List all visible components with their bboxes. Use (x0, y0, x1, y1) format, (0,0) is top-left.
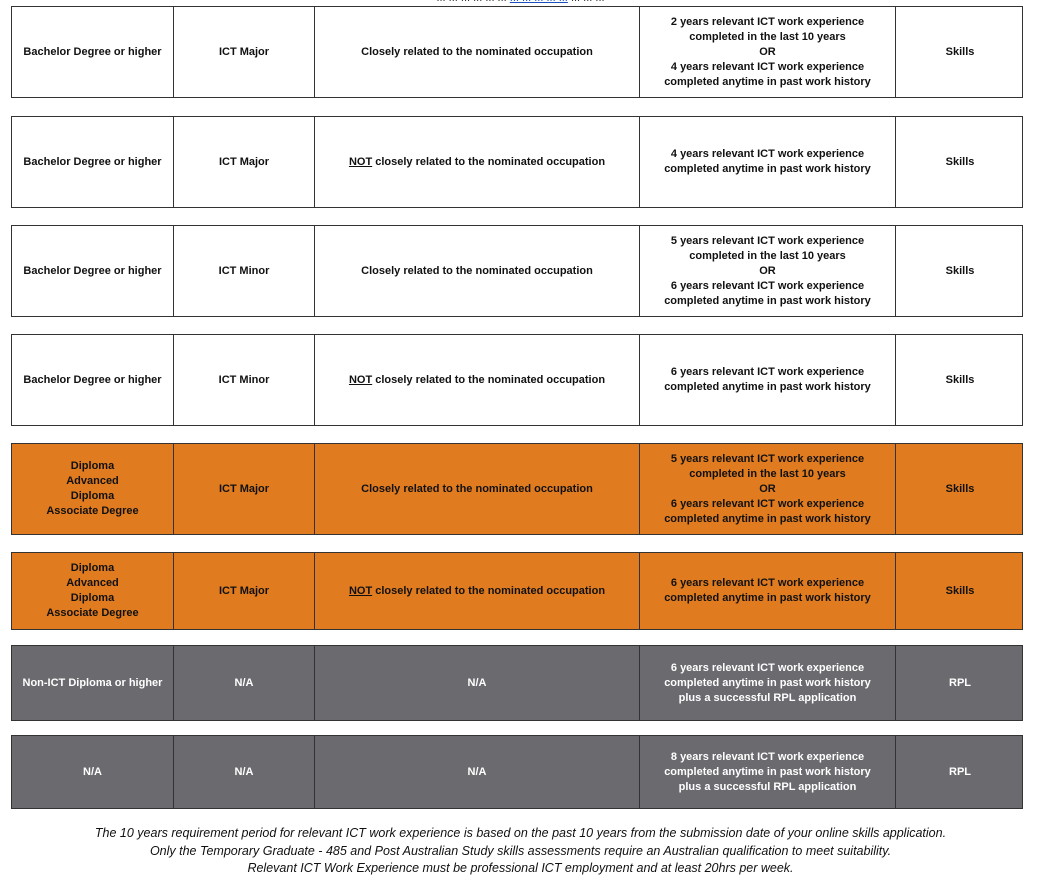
pathway-cell (895, 7, 1024, 97)
major-cell (173, 335, 314, 425)
major-label: ICT Minor (218, 373, 270, 386)
table-row (11, 116, 1023, 208)
major-label: N/A (234, 765, 254, 778)
qualification-cell (12, 553, 173, 629)
major-cell (173, 553, 314, 629)
qualification-line: Advanced (66, 577, 119, 589)
experience-line: 6 years relevant ICT work experience (670, 661, 865, 674)
qualification-cell (12, 226, 173, 316)
relation-label: N/A (467, 676, 487, 689)
experience-line: 8 years relevant ICT work experience (670, 750, 865, 763)
relation-label: closely related to the nominated occupation (372, 584, 606, 597)
relation-text (468, 765, 487, 780)
experience-line: plus a successful RPL application (678, 691, 857, 704)
major-label: ICT Minor (218, 264, 270, 277)
footer-note: Relevant ICT Work Experience must be professional ICT employment and at least 20hrs per week. (247, 861, 794, 875)
table-row (11, 552, 1023, 630)
experience-line: 6 years relevant ICT work experience (670, 366, 865, 378)
qualification-line: Associate Degree (46, 607, 139, 619)
experience-cell (639, 117, 895, 207)
experience-cell (639, 335, 895, 425)
experience-line: completed in the last 10 years (689, 249, 846, 262)
relation-cell (314, 226, 639, 316)
relation-cell (314, 7, 639, 97)
relation-cell (314, 646, 639, 720)
footer-notes (0, 825, 1041, 878)
qualification-line: Diploma (70, 592, 115, 604)
qualification-cell (12, 335, 173, 425)
top-text-link[interactable] (510, 0, 568, 4)
top-text-prefix (436, 0, 506, 4)
experience-line: completed anytime in past work history (664, 512, 871, 525)
pathway-label: Skills (945, 584, 975, 597)
experience-line: completed anytime in past work history (664, 676, 871, 689)
relation-label: closely related to the nominated occupation (372, 155, 606, 168)
table-row (11, 334, 1023, 426)
major-cell (173, 7, 314, 97)
relation-cell (314, 553, 639, 629)
experience-line: 4 years relevant ICT work experience (670, 148, 865, 160)
major-cell (173, 736, 314, 808)
experience-line: 6 years relevant ICT work experience (670, 577, 865, 589)
pathway-label: RPL (949, 676, 971, 689)
experience-cell (639, 7, 895, 97)
qualification-line: Non-ICT Diploma or higher (22, 676, 163, 689)
experience-line: OR (759, 264, 776, 277)
qualification-cell (12, 444, 173, 534)
relation-text (349, 155, 605, 170)
experience-cell (639, 226, 895, 316)
major-label: N/A (234, 676, 254, 689)
major-label: ICT Major (218, 482, 270, 495)
table-row (11, 645, 1023, 721)
relation-label: closely related to the nominated occupation (372, 373, 606, 386)
relation-text (361, 264, 593, 279)
relation-label: Closely related to the nominated occupation (361, 482, 593, 495)
pathway-label: Skills (945, 155, 975, 168)
relation-label: N/A (467, 765, 487, 778)
major-label: ICT Major (218, 584, 270, 597)
qualification-line: N/A (83, 765, 102, 778)
relation-emphasis: NOT (348, 373, 373, 386)
top-text-suffix (571, 0, 605, 4)
pathway-cell (895, 444, 1024, 534)
experience-line: OR (759, 482, 776, 495)
qualification-line: Diploma (70, 460, 115, 472)
relation-text (361, 482, 593, 497)
experience-line: completed anytime in past work history (664, 75, 871, 88)
qualification-line: Bachelor Degree or higher (23, 155, 162, 168)
qualification-line: Bachelor Degree or higher (23, 45, 162, 58)
relation-text (349, 373, 605, 388)
pathway-label: Skills (945, 45, 975, 58)
pathway-label: RPL (949, 765, 971, 778)
pathway-cell (895, 736, 1024, 808)
qualification-line: Diploma (70, 490, 115, 502)
qualification-cell (12, 646, 173, 720)
pathway-label: Skills (945, 373, 975, 386)
table-row (11, 225, 1023, 317)
qualification-line: Diploma (70, 562, 115, 574)
footer-note: The 10 years requirement period for relevant ICT work experience is based on the past 10 years from the submission date of your online skills application. (94, 826, 947, 840)
relation-cell (314, 117, 639, 207)
major-cell (173, 117, 314, 207)
experience-cell (639, 553, 895, 629)
experience-line: completed anytime in past work history (664, 592, 871, 604)
major-cell (173, 226, 314, 316)
experience-line: completed anytime in past work history (664, 163, 871, 175)
experience-line: 4 years relevant ICT work experience (670, 60, 865, 73)
experience-line: completed anytime in past work history (664, 765, 871, 778)
relation-label: Closely related to the nominated occupation (361, 45, 593, 58)
experience-line: OR (759, 45, 776, 58)
qualification-cell (12, 736, 173, 808)
experience-line: completed in the last 10 years (689, 30, 846, 43)
table-row (11, 6, 1023, 98)
major-cell (173, 646, 314, 720)
major-label: ICT Major (218, 45, 270, 58)
footer-note: Only the Temporary Graduate - 485 and Post Australian Study skills assessments require an Australian qualification to meet suitability. (149, 843, 892, 858)
relation-text (361, 45, 593, 60)
relation-cell (314, 444, 639, 534)
table-row (11, 443, 1023, 535)
experience-line: completed in the last 10 years (689, 467, 846, 480)
pathway-label: Skills (945, 482, 975, 495)
relation-emphasis: NOT (348, 155, 373, 168)
pathway-label: Skills (945, 264, 975, 277)
experience-line: 5 years relevant ICT work experience (670, 452, 865, 465)
experience-line: 2 years relevant ICT work experience (670, 15, 865, 28)
relation-emphasis: NOT (348, 584, 373, 597)
pathway-cell (895, 646, 1024, 720)
relation-text (349, 584, 605, 599)
experience-cell (639, 444, 895, 534)
qualification-line: Bachelor Degree or higher (23, 373, 162, 386)
pathway-cell (895, 553, 1024, 629)
qualification-line: Advanced (66, 475, 119, 487)
experience-line: completed anytime in past work history (664, 381, 871, 393)
relation-text (468, 676, 487, 691)
pathway-cell (895, 335, 1024, 425)
experience-line: plus a successful RPL application (678, 780, 857, 793)
experience-line: 5 years relevant ICT work experience (670, 234, 865, 247)
experience-line: 6 years relevant ICT work experience (670, 279, 865, 292)
pathway-cell (895, 226, 1024, 316)
pathway-cell (895, 117, 1024, 207)
relation-label: Closely related to the nominated occupation (361, 264, 593, 277)
table-row (11, 735, 1023, 809)
qualification-cell (12, 7, 173, 97)
experience-cell (639, 646, 895, 720)
experience-line: completed anytime in past work history (664, 294, 871, 307)
experience-line: 6 years relevant ICT work experience (670, 497, 865, 510)
experience-cell (639, 736, 895, 808)
qualification-line: Associate Degree (46, 505, 139, 517)
qualification-cell (12, 117, 173, 207)
relation-cell (314, 736, 639, 808)
major-label: ICT Major (218, 155, 270, 168)
qualification-line: Bachelor Degree or higher (23, 264, 162, 277)
relation-cell (314, 335, 639, 425)
major-cell (173, 444, 314, 534)
